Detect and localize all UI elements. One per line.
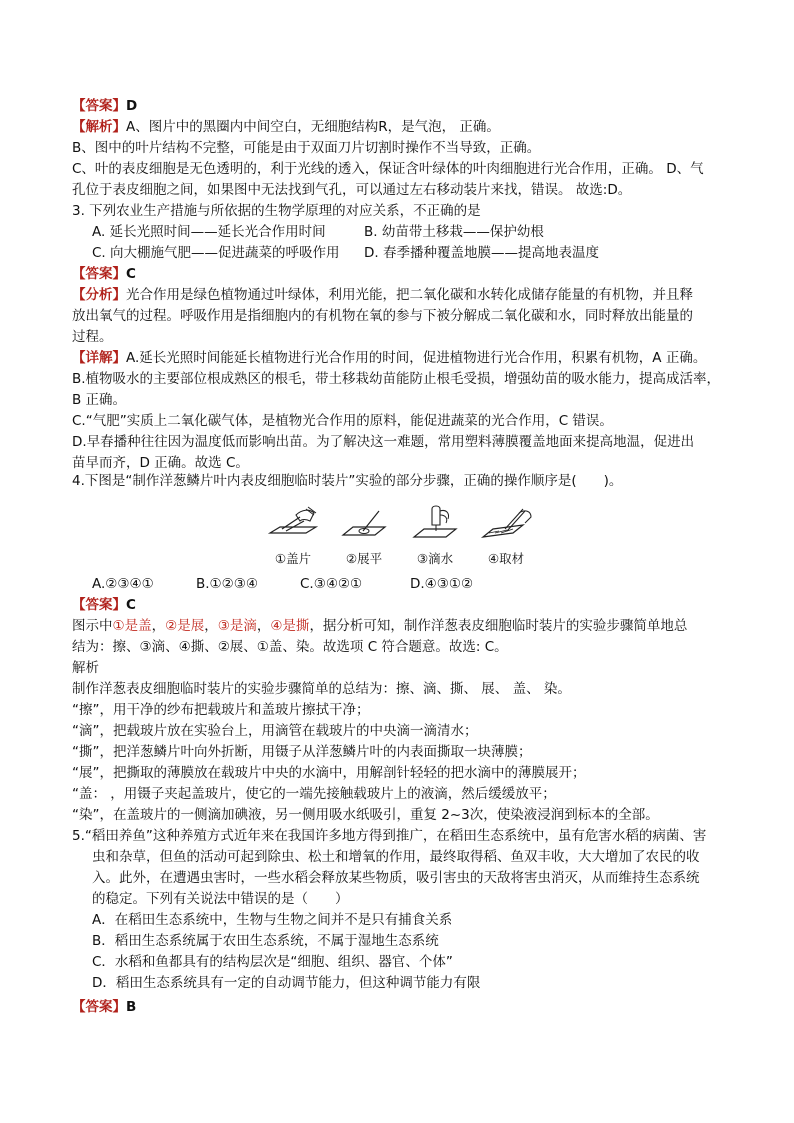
q3-detail-line-6: 苗早而齐，D 正确。故选 C。 bbox=[72, 455, 249, 471]
answer-value: C bbox=[126, 597, 136, 613]
figure-label: ②展平 bbox=[345, 551, 383, 566]
explain-highlight: ①是盖 bbox=[112, 618, 152, 634]
q5-stem-line-3: 入。此外，在遭遇虫害时，一些水稻会释放某些物质，吸引害虫的天敌将害虫消灭，从而维持生态系统 bbox=[92, 870, 700, 886]
q3-detail-line-2: B.植物吸水的主要部位根成熟区的根毛，带土移栽幼苗能防止根毛受损，增强幼苗的吸水能力，提高成活率， bbox=[72, 371, 721, 387]
take-material-illustration bbox=[479, 503, 533, 547]
q3-detail-line-5: D.早春播种往往因为温度低而影响出苗。为了解决这一难题，常用塑料薄膜覆盖地面来提高地温，促进出 bbox=[72, 434, 695, 450]
q4-option-b: B.①②③④ bbox=[196, 576, 258, 592]
q4-steps-figure bbox=[262, 503, 538, 567]
q4-step-wipe: “擦”，用干净的纱布把载玻片和盖玻片擦拭干净； bbox=[72, 702, 370, 718]
spread-illustration bbox=[337, 503, 391, 547]
q2-analysis-line-2: B、图中的叶片结构不完整，可能是由于双面刀片切割时操作不当导致，正确。 bbox=[72, 140, 541, 156]
q4-option-d: D.④③①② bbox=[410, 576, 474, 592]
q3-analysis-line-3: 过程。 bbox=[72, 329, 113, 345]
q4-option-a: A.②③④① bbox=[92, 576, 154, 592]
q2-analysis-line-3: C、叶的表皮细胞是无色透明的，利于光线的透入，保证含叶绿体的叶肉细胞进行光合作用，正确。 D、气 bbox=[72, 161, 704, 177]
q4-steps-summary: 制作洋葱表皮细胞临时装片的实验步骤简单的总结为：擦、滴、撕、 展、 盖、 染。 bbox=[72, 681, 571, 697]
q2-answer-line bbox=[72, 96, 724, 117]
analysis-text: A、图片中的黑圈内中间空白，无细胞结构R，是气泡， 正确。 bbox=[126, 119, 500, 135]
q4-analysis-word: 解析 bbox=[72, 660, 99, 676]
figure-step-spread bbox=[333, 503, 395, 567]
q3-option-a: A. 延长光照时间——延长光合作用时间 bbox=[92, 224, 326, 240]
q5-stem-line-1: 5.“稻田养鱼”这种养殖方式近年来在我国许多地方得到推广，在稻田生态系统中，虽有危害水稻的病菌、害 bbox=[72, 828, 707, 844]
answer-tag: 【答案】 bbox=[72, 98, 126, 114]
analysis-tag: 【解析】 bbox=[72, 119, 126, 135]
q5-option-d: D．稻田生态系统具有一定的自动调节能力，但这种调节能力有限 bbox=[92, 975, 481, 991]
answer-tag: 【答案】 bbox=[72, 266, 126, 282]
q3-option-c: C. 向大棚施气肥——促进蔬菜的呼吸作用 bbox=[92, 245, 340, 261]
q4-step-stain: “染”，在盖玻片的一侧滴加碘液，另一侧用吸水纸吸引，重复 2~3次，使染液浸润到标本的全部。 bbox=[72, 807, 659, 823]
figure-label: ③滴水 bbox=[416, 551, 454, 566]
q2-analysis-line-1 bbox=[72, 117, 724, 138]
answer-tag: 【答案】 bbox=[72, 999, 126, 1015]
q3-option-b: B. 幼苗带土移栽——保护幼根 bbox=[364, 224, 544, 240]
q3-answer-line bbox=[72, 264, 724, 285]
q3-analysis-line-1 bbox=[72, 285, 724, 306]
figure-step-take bbox=[475, 503, 537, 567]
q3-stem: 3. 下列农业生产措施与所依据的生物学原理的对应关系，不正确的是 bbox=[72, 203, 481, 219]
explain-highlight: ③是滴 bbox=[217, 618, 257, 634]
explain-text: ， bbox=[204, 618, 218, 634]
q4-step-spread: “展”，把撕取的薄膜放在载玻片中央的水滴中，用解剖针轻轻的把水滴中的薄膜展开； bbox=[72, 765, 586, 781]
analysis-text: 光合作用是绿色植物通过叶绿体，利用光能，把二氧化碳和水转化成储存能量的有机物，并且释 bbox=[126, 287, 693, 303]
q5-answer-line bbox=[72, 997, 724, 1018]
q5-option-a: A．在稻田生态系统中，生物与生物之间并不是只有捕食关系 bbox=[92, 912, 453, 928]
explain-text: ，据分析可知，制作洋葱表皮细胞临时装片的实验步骤简单地总 bbox=[309, 618, 688, 634]
figure-label: ④取材 bbox=[487, 551, 525, 566]
q3-detail-line-3: B 正确。 bbox=[72, 392, 127, 408]
analysis-tag: 【分析】 bbox=[72, 287, 126, 303]
q4-stem: 4.下图是“制作洋葱鳞片叶内表皮细胞临时装片”实验的部分步骤，正确的操作顺序是( )。 bbox=[72, 473, 623, 489]
explain-highlight: ④是撕 bbox=[270, 618, 310, 634]
answer-value: B bbox=[126, 999, 137, 1015]
drip-water-illustration bbox=[408, 503, 462, 547]
q5-option-c: C．水稻和鱼都具有的结构层次是“细胞、组织、器官、个体” bbox=[92, 954, 453, 970]
q5-stem-line-2: 虫和杂草，但鱼的活动可起到除虫、松土和增氧的作用，最终取得稻、鱼双丰收，大大增加了农民的收 bbox=[92, 849, 700, 865]
explain-text: 图示中 bbox=[72, 618, 113, 634]
q4-answer-line bbox=[72, 595, 724, 616]
q5-stem-line-4: 的稳定。下列有关说法中错误的是（ ） bbox=[92, 891, 349, 907]
cover-slip-illustration bbox=[266, 503, 320, 547]
figure-step-drip bbox=[404, 503, 466, 567]
q5-option-b: B．稻田生态系统属于农田生态系统，不属于湿地生态系统 bbox=[92, 933, 439, 949]
q3-analysis-line-2: 放出氧气的过程。呼吸作用是指细胞内的有机物在氧的参与下被分解成二氧化碳和水，同时释放出能量的 bbox=[72, 308, 693, 324]
answer-value: C bbox=[126, 266, 136, 282]
explain-text: ， bbox=[256, 618, 271, 634]
figure-label: ①盖片 bbox=[274, 551, 312, 566]
detail-text: A.延长光照时间能延长植物进行光合作用的时间，促进植物进行光合作用，积累有机物，A 正确。 bbox=[126, 350, 707, 366]
answer-value: D bbox=[126, 98, 138, 114]
q2-analysis-line-4: 孔位于表皮细胞之间，如果图中无法找到气孔，可以通过左右移动装片来找，错误。 故选:D。 bbox=[72, 182, 632, 198]
q4-step-drip: “滴”，把载玻片放在实验台上，用滴管在载玻片的中央滴一滴清水； bbox=[72, 723, 478, 739]
q3-detail-line-1 bbox=[72, 348, 724, 369]
q4-step-tear: “撕”，把洋葱鳞片叶向外折断，用镊子从洋葱鳞片叶的内表面撕取一块薄膜； bbox=[72, 744, 532, 760]
q3-option-d: D. 春季播种覆盖地膜——提高地表温度 bbox=[364, 245, 599, 261]
figure-step-cover bbox=[262, 503, 324, 567]
q4-step-cover: “盖： ，用镊子夹起盖玻片，使它的一端先接触载玻片上的液滴，然后缓缓放平； bbox=[72, 786, 556, 802]
detail-tag: 【详解】 bbox=[72, 350, 126, 366]
q3-detail-line-4: C.“气肥”实质上二氧化碳气体，是植物光合作用的原料，能促进蔬菜的光合作用，C 错误。 bbox=[72, 413, 613, 429]
q4-explain-line-1 bbox=[72, 616, 724, 637]
explain-highlight: ②是展 bbox=[165, 618, 205, 634]
explain-text: ， bbox=[151, 618, 166, 634]
q4-explain-line-2: 结为：擦、③滴、④撕、②展、①盖、染。故选项 C 符合题意。故选: C。 bbox=[72, 639, 508, 655]
answer-tag: 【答案】 bbox=[72, 597, 126, 613]
q4-option-c: C.③④②① bbox=[300, 576, 363, 592]
